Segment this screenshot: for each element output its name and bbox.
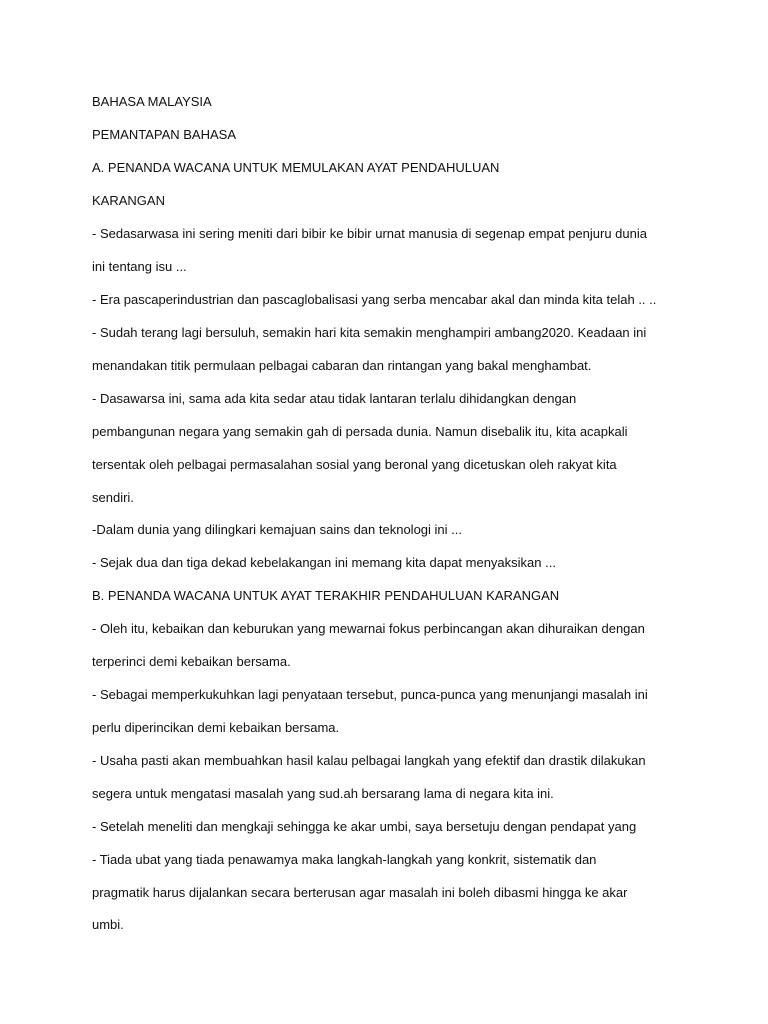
text-line: terperinci demi kebaikan bersama.	[92, 654, 291, 669]
text-line: pembangunan negara yang semakin gah di persada dunia. Namun disebalik itu, kita acapkali	[92, 424, 628, 439]
text-line: pragmatik harus dijalankan secara berterusan agar masalah ini boleh dibasmi hingga ke akar	[92, 885, 628, 900]
section-heading-a-cont: KARANGAN	[92, 193, 165, 208]
text-line: - Sejak dua dan tiga dekad kebelakangan ini memang kita dapat menyaksikan ...	[92, 555, 556, 570]
text-line: - Oleh itu, kebaikan dan keburukan yang mewarnai fokus perbincangan akan dihuraikan dengan	[92, 621, 645, 636]
section-heading-b: B. PENANDA WACANA UNTUK AYAT TERAKHIR PENDAHULUAN KARANGAN	[92, 588, 560, 603]
text-line: perlu diperincikan demi kebaikan bersama.	[92, 720, 340, 735]
text-line: umbi.	[92, 917, 124, 932]
text-line: menandakan titik permulaan pelbagai cabaran dan rintangan yang bakal menghambat.	[92, 358, 592, 373]
text-line: - Sebagai memperkukuhkan lagi penyataan tersebut, punca-punca yang menunjangi masalah ini	[92, 687, 648, 702]
text-line: - Usaha pasti akan membuahkan hasil kalau pelbagai langkah yang efektif dan drastik dilakukan	[92, 753, 646, 768]
text-line: ini tentang isu ...	[92, 259, 187, 274]
text-line: - Tiada ubat yang tiada penawamya maka langkah-langkah yang konkrit, sistematik dan	[92, 852, 597, 867]
text-line: - Sudah terang lagi bersuluh, semakin hari kita semakin menghampiri ambang2020. Keadaan ini	[92, 325, 647, 340]
text-line: sendiri.	[92, 490, 134, 505]
text-line: - Setelah meneliti dan mengkaji sehingga ke akar umbi, saya bersetuju dengan pendapat yang	[92, 819, 637, 834]
section-heading-a: A. PENANDA WACANA UNTUK MEMULAKAN AYAT PENDAHULUAN	[92, 160, 500, 175]
document-title: BAHASA MALAYSIA	[92, 94, 212, 109]
text-line: tersentak oleh pelbagai permasalahan sosial yang beronal yang dicetuskan oleh rakyat kita	[92, 457, 617, 472]
text-line: - Era pascaperindustrian dan pascaglobalisasi yang serba mencabar akal dan minda kita telah .. ..	[92, 292, 657, 307]
text-line: -Dalam dunia yang dilingkari kemajuan sains dan teknologi ini ...	[92, 522, 462, 537]
text-line: - Sedasarwasa ini sering meniti dari bibir ke bibir urnat manusia di segenap empat penjuru dunia	[92, 226, 647, 241]
text-line: segera untuk mengatasi masalah yang sud.ah bersarang lama di negara kita ini.	[92, 786, 554, 801]
text-line: - Dasawarsa ini, sama ada kita sedar atau tidak lantaran terlalu dihidangkan dengan	[92, 391, 577, 406]
section-subtitle: PEMANTAPAN BAHASA	[92, 127, 236, 142]
